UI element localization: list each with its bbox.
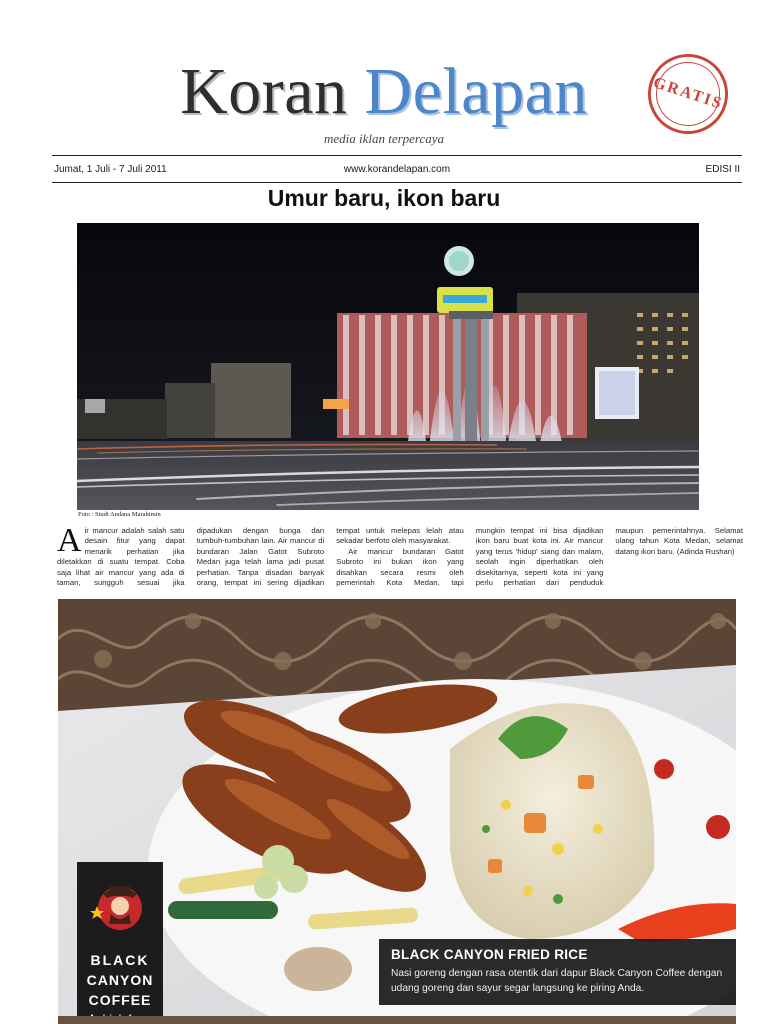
tagline: media iklan terpercaya (323, 131, 445, 146)
product-title: BLACK CANYON FRIED RICE (391, 947, 588, 962)
ad-bottom-pattern-strip (58, 1016, 736, 1024)
product-caption-box (379, 939, 736, 1005)
issue-date: Jumat, 1 Juli - 7 Juli 2011 (54, 163, 167, 175)
article-paragraph-2: Air mancur bundaran Gatot Subroto ini bukan ikon yang disahkan secara resmi oleh pemerintah Kota Medan, tapi mungkin tempat ini bisa dijadikan ikon baru buat kota ini. Air mancur yang terus 'hidup' siang dan malam, seolah ingin diperhatikan oleh disekitarnya, seperti kota ini yang perlu perhatian dari penduduk maupun pemerintahnya. Selamat ulang tahun Kota Medan, selamat datang ikon baru. (Adinda Rushan) (336, 526, 743, 588)
brand-line-canyon: CANYON (86, 972, 154, 988)
black-canyon-logo-box (77, 862, 163, 1024)
black-canyon-cowboy-logo-icon (89, 874, 151, 936)
title-word-delapan: Delapan (364, 55, 588, 128)
product-description: Nasi goreng dengan rasa otentik dari dapur Black Canyon Coffee dengan udang goreng dan sayur segar langsung ke piring Anda. (391, 968, 723, 994)
article-headline: Umur baru, ikon baru (267, 185, 501, 211)
stamp-text: GRATIS (651, 74, 726, 113)
article-body (57, 526, 743, 592)
website-link[interactable]: www.korandelapan.com (343, 163, 451, 175)
fountain-night-photo (77, 223, 699, 510)
dateline-bar (52, 155, 742, 183)
edition-label: EDISI II (705, 163, 740, 175)
fountain-photo-illustration (77, 223, 699, 510)
brand-line-coffee: COFFEE (88, 992, 152, 1008)
brand-line-black: BLACK (90, 952, 150, 968)
title-word-koran: Koran (180, 55, 348, 128)
drop-cap: A (57, 526, 82, 559)
photo-credit: Foto : Studi Andana Marahimin (78, 511, 161, 518)
paragraph-1-text: ir mancur adalah salah satu desain fitur yang dapat menarik perhatian jika diletakkan di suatu tempat. Coba saja lihat air mancur yang ada di taman, sungguh sesuai jika dipadukan dengan bunga dan tumbuh-tumbuhan lain. Air mancur di bundaran Jalan Gatot Subroto Medan juga telah lama jadi pusat perhatian. Tanpa disadari banyak orang, tempat ini sering dijadikan tempat untuk melepas lelah atau sekadar berfoto oleh masyarakat. (57, 526, 464, 588)
